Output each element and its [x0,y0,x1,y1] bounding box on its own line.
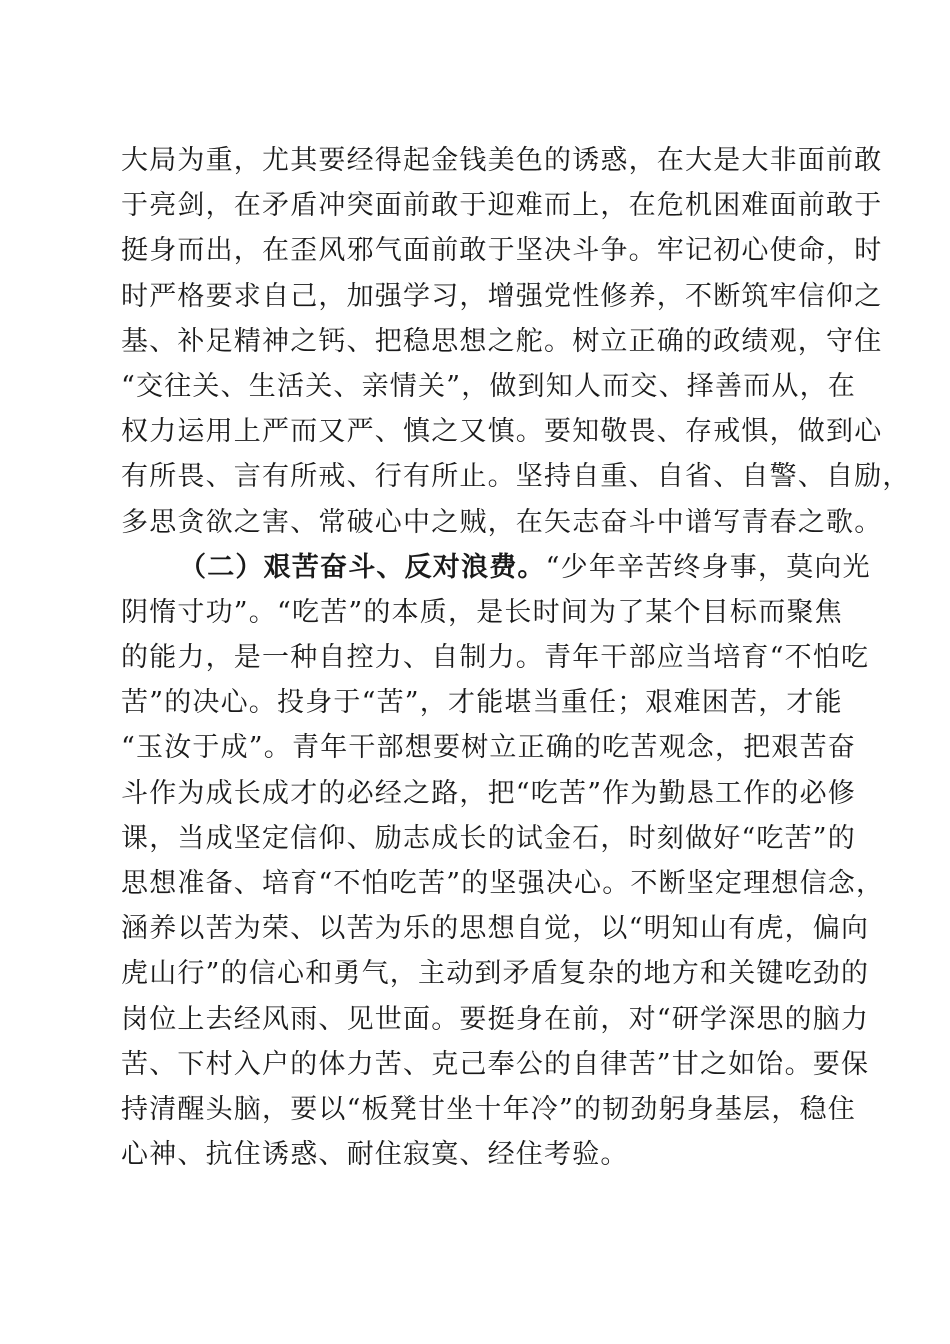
heading-continuation: “少年辛苦终身事，莫向光 [545,551,871,583]
text-line: 课，当成坚定信仰、励志成长的试金石，时刻做好“吃苦”的 [121,822,857,854]
text-line: 苦、下村入户的体力苦、克己奉公的自律苦”甘之如饴。要保 [121,1048,870,1080]
text-line: 阴惰寸功”。“吃苦”的本质，是长时间为了某个目标而聚焦 [121,596,843,628]
text-line: 于亮剑，在矛盾冲突面前敢于迎难而上，在危机困难面前敢于 [121,190,883,222]
text-line: 多思贪欲之害、常破心中之贼，在矢志奋斗中谱写青春之歌。 [121,506,883,538]
text-line: 心神、抗住诱惑、耐住寂寞、经住考验。 [121,1139,629,1171]
text-line: 挺身而出，在歪风邪气面前敢于坚决斗争。牢记初心使命，时 [121,235,883,267]
section-heading: （二）艰苦奋斗、反对浪费。 [179,551,546,583]
paragraph-integrity [121,138,911,545]
paragraph-hard-work [121,545,885,1178]
text-line: 虎山行”的信心和勇气，主动到矛盾复杂的地方和关键吃劲的 [121,958,870,990]
body-text [121,138,911,1177]
text-line: 基、补足精神之钙、把稳思想之舵。树立正确的政绩观，守住 [121,325,883,357]
text-line: 有所畏、言有所戒、行有所止。坚持自重、自省、自警、自励， [121,461,911,493]
text-line-first [121,545,871,590]
text-line: 涵养以苦为荣、以苦为乐的思想自觉，以“明知山有虎，偏向 [121,913,870,945]
text-line: “交往关、生活关、亲情关”，做到知人而交、择善而从，在 [121,370,857,402]
text-line: 权力运用上严而又严、慎之又慎。要知敬畏、存戒惧，做到心 [121,416,883,448]
text-line: 思想准备、培育“不怕吃苦”的坚强决心。不断坚定理想信念， [121,868,885,899]
text-line: 的能力，是一种自控力、自制力。青年干部应当培育“不怕吃 [121,642,870,674]
text-line: 大局为重，尤其要经得起金钱美色的诱惑，在大是大非面前敢 [121,145,883,176]
text-line: 苦”的决心。投身于“苦”，才能堪当重任；艰难困苦，才能 [121,687,843,719]
text-line: 时严格要求自己，加强学习，增强党性修养，不断筑牢信仰之 [121,280,883,312]
text-line: 持清醒头脑，要以“板凳甘坐十年冷”的韧劲躬身基层，稳住 [121,1093,857,1125]
text-line: “玉汝于成”。青年干部想要树立正确的吃苦观念，把艰苦奋 [121,732,857,764]
text-line: 岗位上去经风雨、见世面。要挺身在前，对“研学深思的脑力 [121,1003,870,1035]
text-line: 斗作为成长成才的必经之路，把“吃苦”作为勤恳工作的必修 [121,777,857,809]
